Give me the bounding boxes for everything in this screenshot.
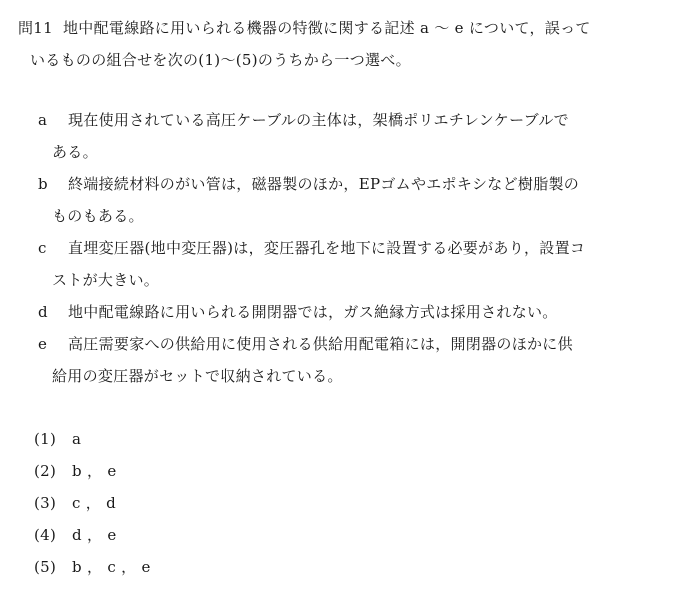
option-number: (4) [34,526,57,544]
statement-text-line1: 終端接続材料のがい管は，磁器製のほか，EPゴムやエポキシなど樹脂製の [68,175,580,193]
answer-option-2 [34,460,117,482]
statement-text-line1: 地中配電線路に用いられる開閉器では，ガス絶縁方式は採用されない。 [68,303,558,321]
answer-option-5 [34,556,151,578]
answer-option-1 [34,428,81,450]
statement-d [38,296,648,328]
statement-label: c [38,239,47,257]
option-number: (3) [34,494,57,512]
statement-text-line1: 現在使用されている高圧ケーブルの主体は，架橋ポリエチレンケーブルで [68,111,569,129]
statement-text-line2: ある。 [52,143,98,161]
statement-text-line2: ストが大きい。 [52,271,160,289]
option-text: a [72,430,82,448]
statement-label: a [38,111,48,129]
statement-a [38,104,648,168]
statement-text-line1: 直埋変圧器(地中変圧器)は，変圧器孔を地下に設置する必要があり，設置コ [68,239,586,257]
statement-text-line2: 給用の変圧器がセットで収納されている。 [52,367,343,385]
option-text: d ， e [72,526,117,544]
option-number: (5) [34,558,57,576]
statement-e [38,328,648,392]
statement-label: d [38,303,48,321]
statement-label: e [38,335,48,353]
question-text-line2: いるものの組合せを次の(1)〜(5)のうちから一つ選べ。 [30,51,411,69]
option-text: c ， d [72,494,117,512]
option-text: b ， e [72,462,117,480]
statement-b [38,168,648,232]
option-text: b ， c ， e [72,558,151,576]
statement-text-line2: ものもある。 [52,207,144,225]
question-number: 問11 [18,19,53,37]
question-header [18,12,658,76]
option-number: (1) [34,430,57,448]
answer-option-3 [34,492,116,514]
question-text-line1: 地中配電線路に用いられる機器の特徴に関する記述 a 〜 e について，誤って [63,19,591,37]
answer-option-4 [34,524,117,546]
statement-text-line1: 高圧需要家への供給用に使用される供給用配電箱には，開閉器のほかに供 [68,335,573,353]
statement-c [38,232,648,296]
option-number: (2) [34,462,57,480]
statement-label: b [38,175,48,193]
